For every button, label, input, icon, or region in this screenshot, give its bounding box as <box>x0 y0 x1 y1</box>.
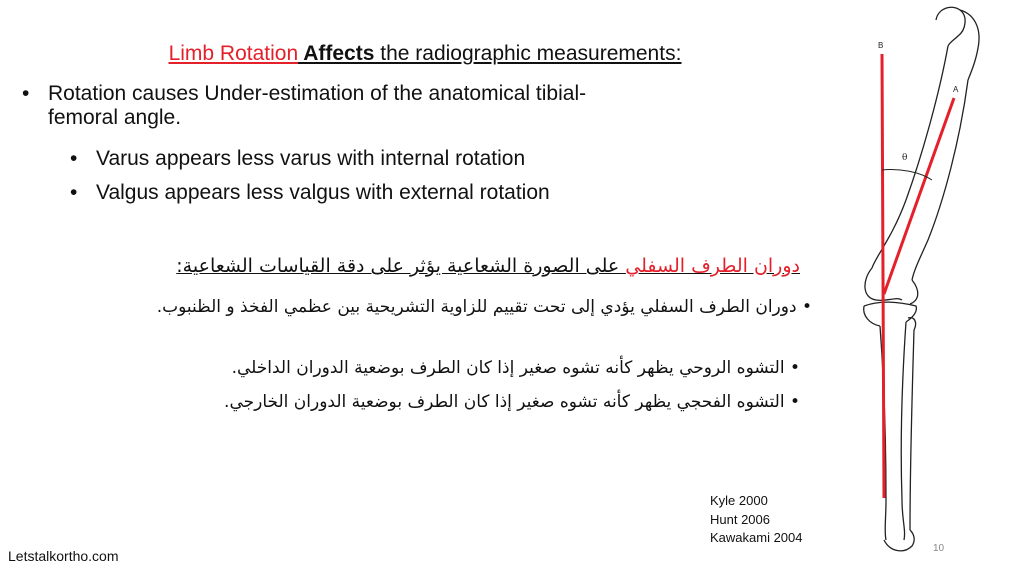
label-theta: θ <box>902 153 908 163</box>
title-rest-text: the radiographic measurements: <box>374 42 682 65</box>
slide-title <box>60 42 790 66</box>
title-bold-text: Affects <box>298 42 375 65</box>
label-b: B <box>878 41 884 50</box>
website-label: Letstalkortho.com <box>8 548 119 564</box>
reference-item: Kyle 2000 <box>710 493 768 508</box>
bullet-dot: • <box>70 181 78 204</box>
en-bullet-3-text: Valgus appears less valgus with external rotation <box>96 181 550 204</box>
en-bullet-1-text: Rotation causes Under-estimation of the anatomical tibial- <box>48 82 587 105</box>
arabic-bullet-3-text: التشوه الفحجي يظهر كأنه تشوه صغير إذا كان الطرف بوضعية الدوران الخارجي. <box>224 392 785 412</box>
en-bullet-1 <box>22 82 782 130</box>
arabic-title-rest: على الصورة الشعاعية يؤثر على دقة القياسات الشعاعية: <box>176 255 626 277</box>
arabic-title-red: دوران الطرف السفلي <box>625 255 800 277</box>
bullet-dot: • <box>789 358 800 378</box>
title-red-text: Limb Rotation <box>168 42 299 65</box>
reference-item: Hunt 2006 <box>710 511 770 527</box>
bullet-dot: • <box>789 392 800 412</box>
bullet-dot: • <box>70 147 78 170</box>
arabic-bullet-1-text: دوران الطرف السفلي يؤدي إلى تحت تقييم للزاوية التشريحية بين عظمي الفخذ و الظنبوب. <box>156 297 797 317</box>
axis-line-b <box>882 54 884 498</box>
label-a: A <box>953 85 959 94</box>
arabic-bullet-1 <box>22 294 812 320</box>
reference-item: Kawakami 2004 <box>710 530 803 545</box>
arabic-bullet-3 <box>40 392 800 412</box>
arabic-bullet-2 <box>40 358 800 378</box>
arabic-title <box>40 255 800 277</box>
femur-tibia-diagram <box>840 0 1024 576</box>
arabic-bullet-2-text: التشوه الروحي يظهر كأنه تشوه صغير إذا كان الطرف بوضعية الدوران الداخلي. <box>231 358 785 378</box>
en-bullet-2 <box>70 147 790 171</box>
bullet-dot: • <box>801 297 812 317</box>
en-bullet-2-text: Varus appears less varus with internal rotation <box>96 147 526 170</box>
en-bullet-1-continuation: femoral angle. <box>48 106 182 129</box>
bullet-dot: • <box>22 82 30 105</box>
references <box>710 492 803 548</box>
page-number: 10 <box>933 543 945 554</box>
en-bullet-3 <box>70 181 790 205</box>
